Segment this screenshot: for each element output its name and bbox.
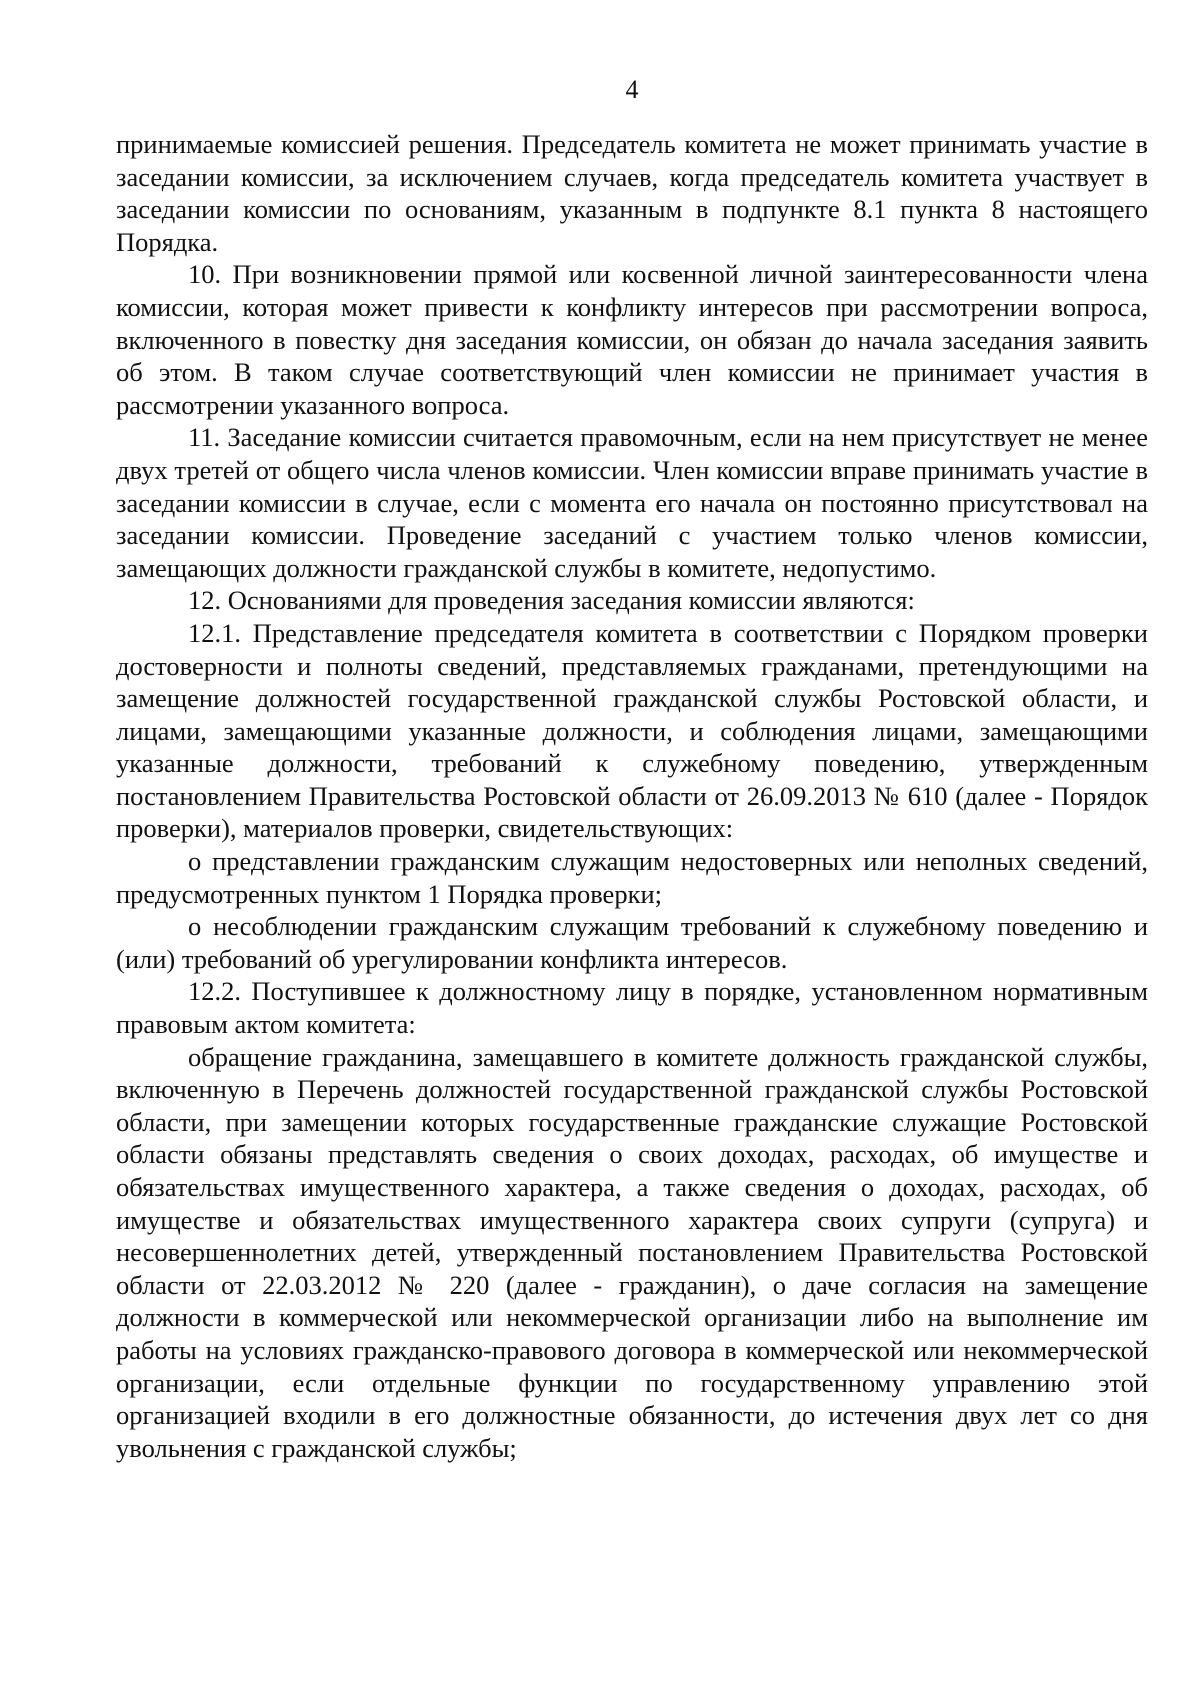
- page-number: 4: [625, 75, 639, 104]
- paragraph-item-12-2: 12.2. Поступившее к должностному лицу в порядке, установленном нормативным правовым актом комитета:: [116, 976, 1148, 1040]
- paragraph-subitem-noncompliance: о несоблюдении гражданским служащим требований к служебному поведению и (или) требований об урегулировании конфликта интересов.: [116, 911, 1148, 974]
- document-body: [116, 128, 1148, 1464]
- paragraph-item-12: 12. Основаниями для проведения заседания комиссии являются:: [188, 585, 915, 616]
- paragraph-subitem-citizen-appeal: обращение гражданина, замещавшего в комитете должность гражданской службы, включенную в Перечень должностей государственной гражданской службы Ростовской области, при замещении которых государственные гражданские служащие Ростовской области обязаны представлять сведения о своих доходах, расходах, об имуществе и обязательствах имущественного характера, а также сведения о доходах, расходах, об имуществе и обязательствах имущественного характера своих супруги (супруга) и несовершеннолетних детей, утвержденный постановлением Правительства Ростовской области от 22.03.2012 № 220 (далее - гражданин), о даче согласия на замещение должности в коммерческой или некоммерческой организации либо на выполнение им работы на условиях гражданско-правового договора в коммерческой или некоммерческой организации, если отдельные функции по государственному управлению этой организацией входили в его должностные обязанности, до истечения двух лет со дня увольнения с гражданской службы;: [116, 1041, 1148, 1463]
- paragraph-item-10: 10. При возникновении прямой или косвенной личной заинтересованности члена комиссии, которая может привести к конфликту интересов при рассмотрении вопроса, включенного в повестку дня заседания комиссии, он обязан до начала заседания заявить об этом. В таком случае соответствующий член комиссии не принимает участия в рассмотрении указанного вопроса.: [116, 259, 1148, 420]
- paragraph-continuation: принимаемые комиссией решения. Председатель комитета не может принимать участие в заседании комиссии, за исключением случаев, когда председатель комитета участвует в заседании комиссии по основаниям, указанным в подпункте 8.1 пункта 8 настоящего Порядка.: [116, 129, 1148, 257]
- paragraph-item-12-1: 12.1. Представление председателя комитета в соответствии с Порядком проверки достоверности и полноты сведений, представляемых гражданами, претендующими на замещение должностей государственной гражданской службы Ростовской области, и лицами, замещающими указанные должности, и соблюдения лицами, замещающими указанные должности, требований к служебному поведению, утвержденным постановлением Правительства Ростовской области от 26.09.2013 № 610 (далее - Порядок проверки), материалов проверки, свидетельствующих:: [116, 617, 1148, 844]
- paragraph-subitem-unreliable-info: о представлении гражданским служащим недостоверных или неполных сведений, предусмотренных пунктом 1 Порядка проверки;: [116, 846, 1148, 909]
- paragraph-item-11: 11. Заседание комиссии считается правомочным, если на нем присутствует не менее двух третей от общего числа членов комиссии. Член комиссии вправе принимать участие в заседании комиссии в случае, если с момента его начала он постоянно присутствовал на заседании комиссии. Проведение заседаний с участием только членов комиссии, замещающих должности гражданской службы в комитете, недопустимо.: [116, 422, 1148, 583]
